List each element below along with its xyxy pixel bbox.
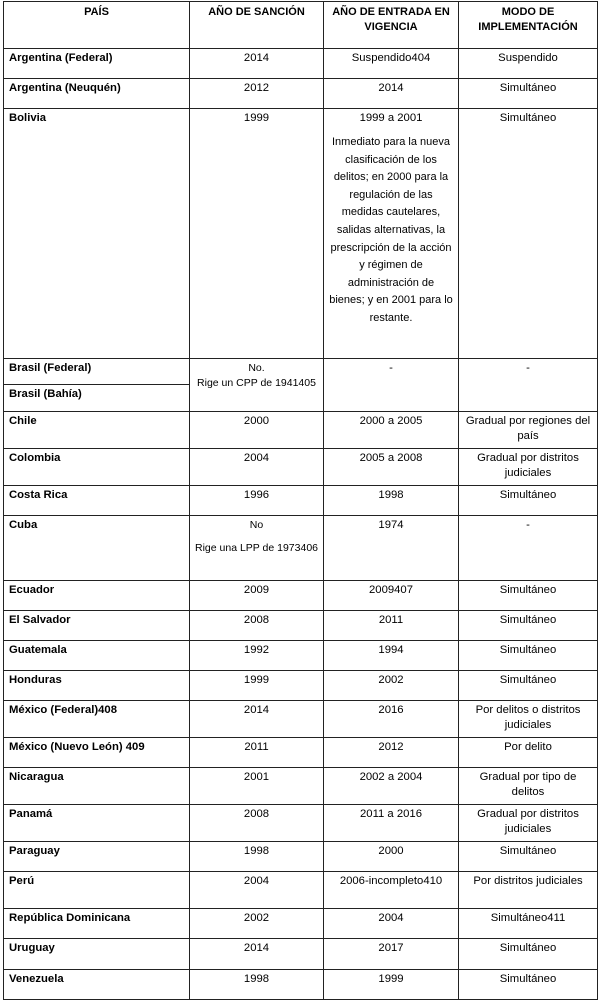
header-ano-vigencia: AÑO DE ENTRADA EN VIGENCIA (324, 2, 459, 49)
modo-cell: - (459, 516, 598, 581)
table-row (4, 486, 598, 516)
country-cell: México (Nuevo León) 409 (4, 738, 190, 768)
modo-cell: Simultáneo (459, 611, 598, 641)
vigencia-cell: 2009407 (324, 581, 459, 611)
modo-cell: Simultáneo (459, 671, 598, 701)
vigencia-cell: 2014 (324, 79, 459, 109)
modo-cell: Simultáneo (459, 79, 598, 109)
sancion-cell: 2009 (190, 581, 324, 611)
sancion-cell: 1999 (190, 109, 324, 359)
vigencia-cell: 1999 (324, 970, 459, 1000)
table-row (4, 359, 598, 385)
header-modo: MODO DE IMPLEMENTACIÓN (459, 2, 598, 49)
modo-cell: - (459, 359, 598, 412)
modo-cell: Simultáneo (459, 486, 598, 516)
vigencia-cell: 2011 a 2016 (324, 805, 459, 842)
country-cell: Brasil (Bahía) (4, 385, 190, 412)
country-cell: Ecuador (4, 581, 190, 611)
table-row (4, 49, 598, 79)
table-row (4, 701, 598, 738)
table-row (4, 79, 598, 109)
sancion-value: No (249, 519, 264, 531)
sancion-cell (190, 516, 324, 581)
country-cell: Chile (4, 412, 190, 449)
country-cell: Honduras (4, 671, 190, 701)
sancion-cell: 1998 (190, 842, 324, 872)
vigencia-cell: 2011 (324, 611, 459, 641)
table-row (4, 516, 598, 581)
modo-cell: Simultáneo411 (459, 909, 598, 939)
sancion-cell: 2004 (190, 449, 324, 486)
modo-cell: Por distritos judiciales (459, 872, 598, 909)
vigencia-cell: 2017 (324, 939, 459, 970)
sancion-cell: 2012 (190, 79, 324, 109)
modo-cell: Simultáneo (459, 842, 598, 872)
country-cell: Argentina (Federal) (4, 49, 190, 79)
sancion-cell: 2014 (190, 939, 324, 970)
country-cell: Uruguay (4, 939, 190, 970)
country-cell: Argentina (Neuquén) (4, 79, 190, 109)
vigencia-cell: 1994 (324, 641, 459, 671)
vigencia-cell: 1998 (324, 486, 459, 516)
table-row (4, 449, 598, 486)
table-row (4, 805, 598, 842)
sancion-cell: 1999 (190, 671, 324, 701)
country-cell: Paraguay (4, 842, 190, 872)
country-cell: Nicaragua (4, 768, 190, 805)
table-row (4, 641, 598, 671)
country-cell: Colombia (4, 449, 190, 486)
country-cell: El Salvador (4, 611, 190, 641)
country-cell: Panamá (4, 805, 190, 842)
vigencia-cell: 2016 (324, 701, 459, 738)
table-row (4, 412, 598, 449)
vigencia-cell: 2005 a 2008 (324, 449, 459, 486)
sancion-cell: 1996 (190, 486, 324, 516)
country-cell: República Dominicana (4, 909, 190, 939)
vigencia-cell: 2002 (324, 671, 459, 701)
modo-cell: Suspendido (459, 49, 598, 79)
table-row (4, 842, 598, 872)
sancion-note: Rige una LPP de 1973406 (195, 542, 318, 554)
modo-cell: Gradual por regiones del país (459, 412, 598, 449)
sancion-cell: 2004 (190, 872, 324, 909)
vigencia-cell: 2000 a 2005 (324, 412, 459, 449)
sancion-cell: 2008 (190, 805, 324, 842)
sancion-cell: 2014 (190, 49, 324, 79)
modo-cell: Simultáneo (459, 641, 598, 671)
table-row (4, 671, 598, 701)
vigencia-note: Inmediato para la nueva clasificación de los delitos; en 2000 para la regulación de las medidas cautelares, salidas alternativas, la prescripción de la acción y régimen de administración de bienes; y en 2001 para lo restante. (329, 136, 453, 324)
table-row (4, 872, 598, 909)
table-row (4, 611, 598, 641)
table-row (4, 939, 598, 970)
sancion-cell: 2000 (190, 412, 324, 449)
modo-cell: Gradual por distritos judiciales (459, 449, 598, 486)
modo-cell: Simultáneo (459, 109, 598, 359)
country-cell: Perú (4, 872, 190, 909)
sancion-cell: 2011 (190, 738, 324, 768)
sancion-cell: 1998 (190, 970, 324, 1000)
header-pais: PAÍS (4, 2, 190, 49)
table-row (4, 970, 598, 1000)
vigencia-cell: 2002 a 2004 (324, 768, 459, 805)
header-ano-sancion: AÑO DE SANCIÓN (190, 2, 324, 49)
sancion-cell: No. Rige un CPP de 1941405 (190, 359, 324, 412)
country-cell: Venezuela (4, 970, 190, 1000)
vigencia-cell: 2004 (324, 909, 459, 939)
modo-cell: Simultáneo (459, 939, 598, 970)
modo-cell: Simultáneo (459, 581, 598, 611)
vigencia-cell: 2000 (324, 842, 459, 872)
sancion-cell: 2008 (190, 611, 324, 641)
sancion-cell: 2014 (190, 701, 324, 738)
modo-cell: Por delito (459, 738, 598, 768)
vigencia-cell: 2012 (324, 738, 459, 768)
vigencia-cell: 2006-incompleto410 (324, 872, 459, 909)
table-row (4, 768, 598, 805)
modo-cell: Simultáneo (459, 970, 598, 1000)
modo-cell: Gradual por tipo de delitos (459, 768, 598, 805)
vigencia-cell: 1974 (324, 516, 459, 581)
country-cell: Cuba (4, 516, 190, 581)
vigencia-cell: - (324, 359, 459, 412)
implementation-table (3, 1, 598, 1000)
country-cell: Costa Rica (4, 486, 190, 516)
vigencia-cell: Suspendido404 (324, 49, 459, 79)
table-row (4, 581, 598, 611)
table-row (4, 738, 598, 768)
modo-cell: Por delitos o distritos judiciales (459, 701, 598, 738)
header-row (4, 2, 598, 49)
table-row (4, 909, 598, 939)
sancion-cell: 2002 (190, 909, 324, 939)
vigencia-range: 1999 a 2001 (359, 112, 423, 124)
country-cell: Brasil (Federal) (4, 359, 190, 385)
table-row (4, 109, 598, 359)
country-cell: Bolivia (4, 109, 190, 359)
country-cell: Guatemala (4, 641, 190, 671)
modo-cell: Gradual por distritos judiciales (459, 805, 598, 842)
sancion-cell: 2001 (190, 768, 324, 805)
vigencia-cell (324, 109, 459, 359)
sancion-cell: 1992 (190, 641, 324, 671)
country-cell: México (Federal)408 (4, 701, 190, 738)
